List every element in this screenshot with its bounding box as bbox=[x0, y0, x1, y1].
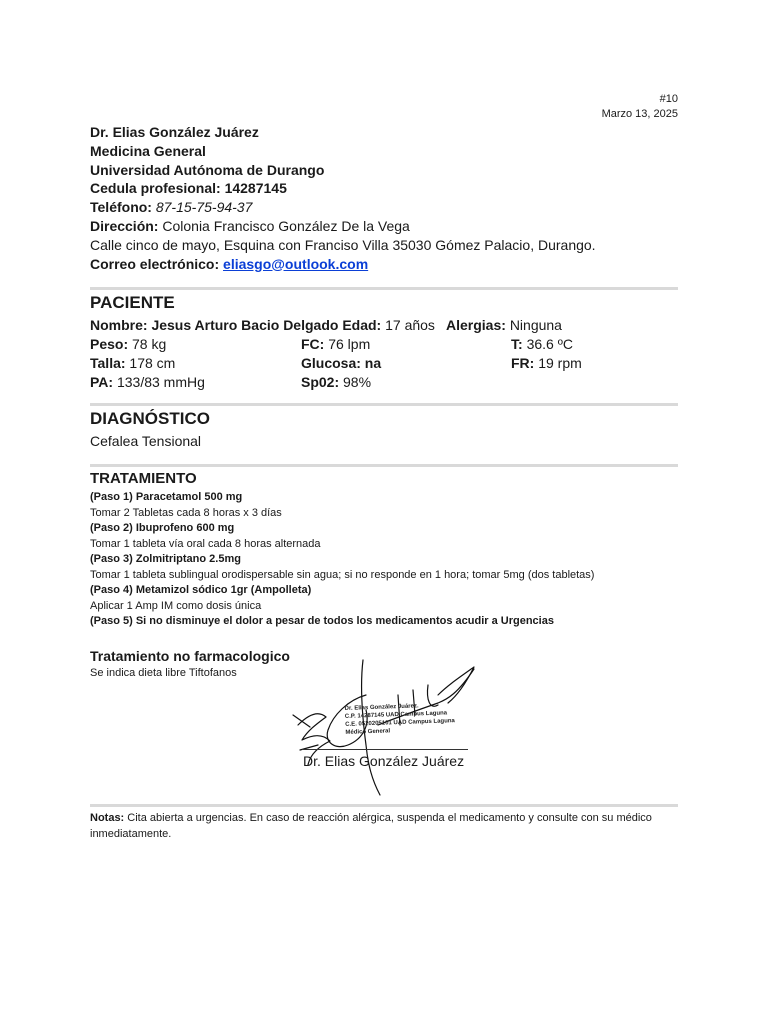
diagnosis-text: Cefalea Tensional bbox=[90, 433, 202, 449]
doctor-address-line2: Calle cinco de mayo, Esquina con Franciso Villa 35030 Gómez Palacio, Durango. bbox=[90, 236, 596, 253]
signature-stamp: Dr. Elias González Juárez. C.P. 14287145 UAD Campus Laguna C.E. 0520205101 UAD Campus Laguna Médico General bbox=[344, 703, 455, 736]
treatment-list bbox=[90, 490, 690, 630]
doctor-university: Universidad Autónoma de Durango bbox=[90, 161, 325, 178]
doctor-address: Dirección: Colonia Francisco González De la Vega bbox=[90, 217, 410, 234]
notes-label: Notas: bbox=[90, 812, 125, 824]
doctor-license: Cedula profesional: 14287145 bbox=[90, 180, 287, 197]
patient-temperature: T: 36.6 ºC bbox=[511, 336, 573, 352]
diagnosis-section-title: DIAGNÓSTICO bbox=[90, 409, 210, 428]
email-link[interactable]: eliasgo@outlook.com bbox=[223, 255, 369, 272]
treatment-step-title: (Paso 4) Metamizol sódico 1gr (Ampolleta) bbox=[90, 584, 312, 596]
patient-height: Talla: 178 cm bbox=[90, 355, 176, 371]
patient-name: Nombre: Jesus Arturo Bacio Delgado Edad: 17 años bbox=[90, 317, 435, 333]
patient-heart-rate: FC: 76 lpm bbox=[301, 336, 371, 352]
treatment-step-title: (Paso 5) Si no disminuye el dolor a pesar de todos los medicamentos acudir a Urgencias bbox=[90, 615, 554, 627]
non-pharm-title: Tratamiento no farmacologico bbox=[90, 648, 290, 664]
doctor-name: Dr. Elias González Juárez bbox=[90, 124, 259, 140]
prescription-date: Marzo 13, 2025 bbox=[601, 108, 678, 120]
doctor-phone: Teléfono: 87-15-75-94-37 bbox=[90, 199, 253, 216]
doctor-email: Correo electrónico: eliasgo@outlook.com bbox=[90, 255, 369, 272]
signature-line bbox=[302, 749, 468, 750]
doctor-header bbox=[90, 123, 680, 273]
patient-glucose: Glucosa: na bbox=[301, 355, 382, 371]
treatment-step-title: (Paso 1) Paracetamol 500 mg bbox=[90, 491, 243, 503]
treatment-step-instruction: Tomar 1 tableta vía oral cada 8 horas alternada bbox=[90, 537, 321, 550]
patient-allergies: Alergias: Ninguna bbox=[446, 317, 562, 333]
patient-section-title: PACIENTE bbox=[90, 293, 175, 312]
section-divider bbox=[90, 403, 678, 406]
patient-info bbox=[90, 317, 680, 397]
treatment-step-instruction: Aplicar 1 Amp IM como dosis única bbox=[90, 599, 262, 612]
doctor-specialty: Medicina General bbox=[90, 142, 206, 159]
patient-weight: Peso: 78 kg bbox=[90, 336, 167, 352]
treatment-step-instruction: Tomar 1 tableta sublingual orodispersable sin agua; si no responde en 1 hora; tomar 5mg (dos tabletas) bbox=[90, 568, 595, 581]
notes-text: Cita abierta a urgencias. En caso de reacción alérgica, suspenda el medicamento y consulte con su médico inmediatamente. bbox=[90, 812, 652, 840]
patient-resp-rate: FR: 19 rpm bbox=[511, 355, 582, 371]
treatment-section-title: TRATAMIENTO bbox=[90, 470, 197, 487]
non-pharm-text: Se indica dieta libre Tiftofanos bbox=[90, 667, 237, 679]
section-divider bbox=[90, 804, 678, 807]
patient-spo2: Sp02: 98% bbox=[301, 374, 372, 390]
treatment-step-title: (Paso 2) Ibuprofeno 600 mg bbox=[90, 522, 235, 534]
section-divider bbox=[90, 464, 678, 467]
prescription-number: #10 bbox=[659, 93, 678, 105]
section-divider bbox=[90, 287, 678, 290]
signature-name: Dr. Elias González Juárez bbox=[303, 753, 465, 769]
treatment-step-title: (Paso 3) Zolmitriptano 2.5mg bbox=[90, 553, 241, 565]
notes bbox=[90, 810, 680, 842]
treatment-step-instruction: Tomar 2 Tabletas cada 8 horas x 3 días bbox=[90, 506, 282, 519]
patient-blood-pressure: PA: 133/83 mmHg bbox=[90, 374, 205, 390]
